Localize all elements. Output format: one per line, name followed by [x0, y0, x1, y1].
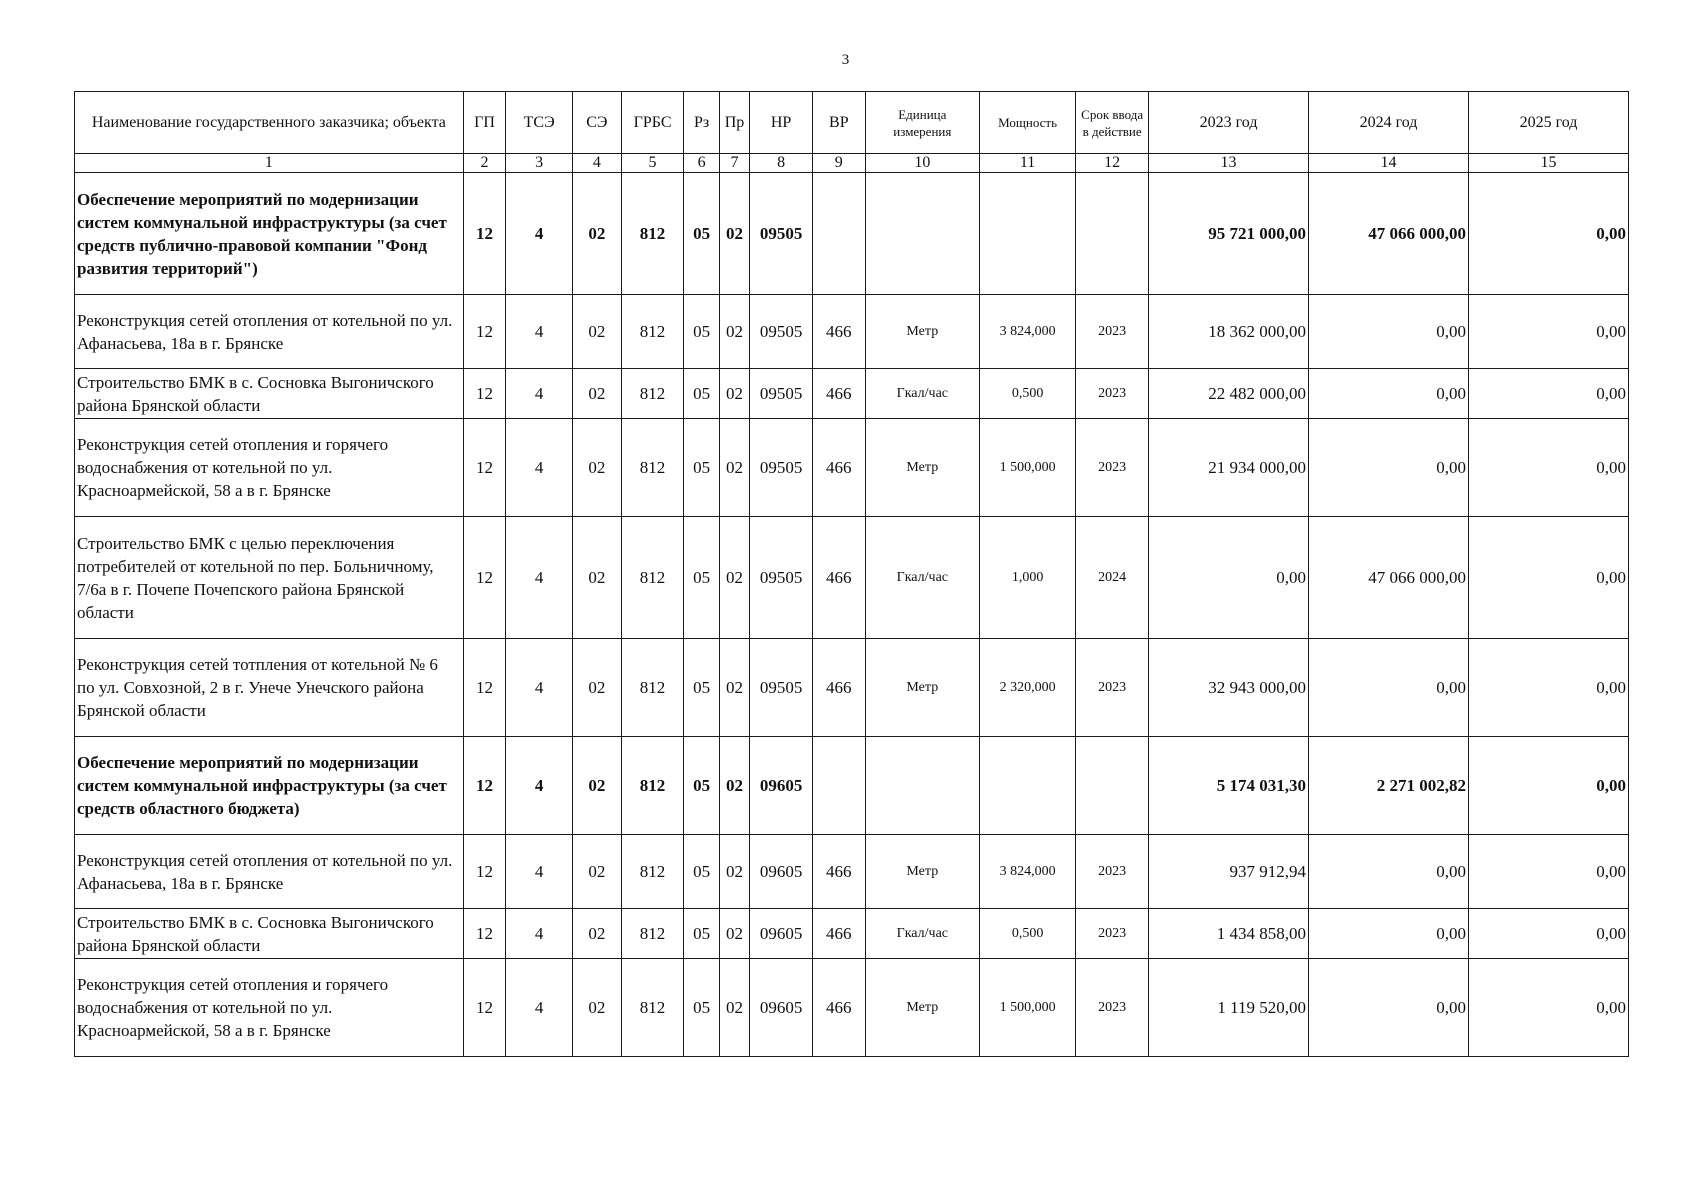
unit-cell: Гкал/час	[865, 909, 979, 959]
vr-cell: 466	[812, 835, 865, 909]
column-number: 3	[506, 154, 573, 173]
nr-cell: 09605	[750, 737, 813, 835]
gp-cell: 12	[463, 909, 506, 959]
column-number: 13	[1149, 154, 1309, 173]
amount-2025: 0,00	[1468, 959, 1628, 1057]
capacity-cell: 1 500,000	[980, 419, 1076, 517]
nr-cell: 09605	[750, 909, 813, 959]
rz-cell: 05	[684, 959, 719, 1057]
table-row	[75, 517, 1629, 639]
nr-cell: 09505	[750, 419, 813, 517]
grbs-cell: 812	[621, 419, 684, 517]
amount-2024: 2 271 002,82	[1309, 737, 1469, 835]
tse-cell: 4	[506, 517, 573, 639]
object-name: Строительство БМК в с. Сосновка Выгоничского района Брянской области	[75, 909, 464, 959]
se-cell: 02	[573, 737, 622, 835]
amount-2023: 0,00	[1149, 517, 1309, 639]
header-cell: 2023 год	[1149, 92, 1309, 154]
unit-cell: Метр	[865, 639, 979, 737]
column-number: 2	[463, 154, 506, 173]
header-cell: 2025 год	[1468, 92, 1628, 154]
amount-2025: 0,00	[1468, 639, 1628, 737]
se-cell: 02	[573, 639, 622, 737]
amount-2023: 95 721 000,00	[1149, 173, 1309, 295]
vr-cell	[812, 173, 865, 295]
table-row	[75, 909, 1629, 959]
capacity-cell: 0,500	[980, 369, 1076, 419]
se-cell: 02	[573, 835, 622, 909]
unit-cell: Метр	[865, 959, 979, 1057]
object-name: Строительство БМК с целью переключения потребителей от котельной по пер. Больничному, 7/6а в г. Почепе Почепского района Брянской области	[75, 517, 464, 639]
vr-cell	[812, 737, 865, 835]
vr-cell: 466	[812, 959, 865, 1057]
table-row	[75, 639, 1629, 737]
vr-cell: 466	[812, 639, 865, 737]
pr-cell: 02	[719, 369, 749, 419]
vr-cell: 466	[812, 369, 865, 419]
object-name: Реконструкция сетей тотпления от котельной № 6 по ул. Совхозной, 2 в г. Унече Унечского района Брянской области	[75, 639, 464, 737]
amount-2024: 0,00	[1309, 639, 1469, 737]
gp-cell: 12	[463, 959, 506, 1057]
header-cell: СЭ	[573, 92, 622, 154]
column-number: 10	[865, 154, 979, 173]
page-number: 3	[841, 52, 850, 68]
term-cell: 2023	[1076, 639, 1149, 737]
unit-cell: Метр	[865, 419, 979, 517]
column-number: 6	[684, 154, 719, 173]
amount-2024: 0,00	[1309, 369, 1469, 419]
grbs-cell: 812	[621, 173, 684, 295]
header-cell: Мощность	[980, 92, 1076, 154]
header-cell: Срок ввода в действие	[1076, 92, 1149, 154]
capacity-cell: 3 824,000	[980, 295, 1076, 369]
header-cell: Пр	[719, 92, 749, 154]
table-row	[75, 295, 1629, 369]
tse-cell: 4	[506, 909, 573, 959]
grbs-cell: 812	[621, 639, 684, 737]
amount-2023: 21 934 000,00	[1149, 419, 1309, 517]
header-cell: ГРБС	[621, 92, 684, 154]
rz-cell: 05	[684, 419, 719, 517]
amount-2023: 1 434 858,00	[1149, 909, 1309, 959]
term-cell	[1076, 173, 1149, 295]
column-number: 4	[573, 154, 622, 173]
grbs-cell: 812	[621, 295, 684, 369]
pr-cell: 02	[719, 419, 749, 517]
nr-cell: 09505	[750, 369, 813, 419]
rz-cell: 05	[684, 295, 719, 369]
gp-cell: 12	[463, 369, 506, 419]
amount-2025: 0,00	[1468, 419, 1628, 517]
table-row-group-total	[75, 737, 1629, 835]
grbs-cell: 812	[621, 835, 684, 909]
gp-cell: 12	[463, 173, 506, 295]
unit-cell: Гкал/час	[865, 369, 979, 419]
tse-cell: 4	[506, 639, 573, 737]
rz-cell: 05	[684, 737, 719, 835]
se-cell: 02	[573, 909, 622, 959]
amount-2023: 18 362 000,00	[1149, 295, 1309, 369]
pr-cell: 02	[719, 295, 749, 369]
amount-2025: 0,00	[1468, 517, 1628, 639]
column-number: 11	[980, 154, 1076, 173]
rz-cell: 05	[684, 639, 719, 737]
pr-cell: 02	[719, 517, 749, 639]
tse-cell: 4	[506, 295, 573, 369]
rz-cell: 05	[684, 517, 719, 639]
tse-cell: 4	[506, 419, 573, 517]
amount-2023: 1 119 520,00	[1149, 959, 1309, 1057]
se-cell: 02	[573, 173, 622, 295]
term-cell: 2023	[1076, 835, 1149, 909]
column-number: 5	[621, 154, 684, 173]
amount-2024: 0,00	[1309, 835, 1469, 909]
unit-cell: Метр	[865, 835, 979, 909]
header-cell: 2024 год	[1309, 92, 1469, 154]
gp-cell: 12	[463, 737, 506, 835]
header-row	[75, 92, 1629, 154]
tse-cell: 4	[506, 959, 573, 1057]
rz-cell: 05	[684, 369, 719, 419]
amount-2023: 937 912,94	[1149, 835, 1309, 909]
amount-2024: 0,00	[1309, 295, 1469, 369]
term-cell	[1076, 737, 1149, 835]
grbs-cell: 812	[621, 737, 684, 835]
table-row	[75, 835, 1629, 909]
capacity-cell	[980, 737, 1076, 835]
column-number-row	[75, 154, 1629, 173]
header-cell: Наименование государственного заказчика; объекта	[75, 92, 464, 154]
capacity-cell: 0,500	[980, 909, 1076, 959]
amount-2025: 0,00	[1468, 835, 1628, 909]
amount-2023: 22 482 000,00	[1149, 369, 1309, 419]
amount-2024: 47 066 000,00	[1309, 517, 1469, 639]
term-cell: 2024	[1076, 517, 1149, 639]
nr-cell: 09505	[750, 639, 813, 737]
unit-cell	[865, 737, 979, 835]
se-cell: 02	[573, 959, 622, 1057]
object-name: Реконструкция сетей отопления и горячего водоснабжения от котельной по ул. Красноармейской, 58 а в г. Брянске	[75, 959, 464, 1057]
pr-cell: 02	[719, 173, 749, 295]
header-cell: Рз	[684, 92, 719, 154]
amount-2025: 0,00	[1468, 909, 1628, 959]
table-row	[75, 959, 1629, 1057]
se-cell: 02	[573, 295, 622, 369]
header-cell: ГП	[463, 92, 506, 154]
pr-cell: 02	[719, 639, 749, 737]
nr-cell: 09605	[750, 835, 813, 909]
tse-cell: 4	[506, 737, 573, 835]
amount-2024: 0,00	[1309, 959, 1469, 1057]
term-cell: 2023	[1076, 959, 1149, 1057]
amount-2024: 47 066 000,00	[1309, 173, 1469, 295]
unit-cell: Гкал/час	[865, 517, 979, 639]
object-name: Реконструкция сетей отопления от котельной по ул. Афанасьева, 18а в г. Брянске	[75, 835, 464, 909]
nr-cell: 09505	[750, 295, 813, 369]
grbs-cell: 812	[621, 909, 684, 959]
column-number: 14	[1309, 154, 1469, 173]
column-number: 8	[750, 154, 813, 173]
vr-cell: 466	[812, 295, 865, 369]
grbs-cell: 812	[621, 369, 684, 419]
rz-cell: 05	[684, 909, 719, 959]
rz-cell: 05	[684, 835, 719, 909]
grbs-cell: 812	[621, 959, 684, 1057]
header-cell: Единица измерения	[865, 92, 979, 154]
rz-cell: 05	[684, 173, 719, 295]
amount-2025: 0,00	[1468, 173, 1628, 295]
term-cell: 2023	[1076, 909, 1149, 959]
vr-cell: 466	[812, 517, 865, 639]
se-cell: 02	[573, 419, 622, 517]
pr-cell: 02	[719, 959, 749, 1057]
header-cell: ТСЭ	[506, 92, 573, 154]
unit-cell: Метр	[865, 295, 979, 369]
gp-cell: 12	[463, 419, 506, 517]
table-row	[75, 419, 1629, 517]
term-cell: 2023	[1076, 369, 1149, 419]
object-name: Обеспечение мероприятий по модернизации систем коммунальной инфраструктуры (за счет средств областного бюджета)	[75, 737, 464, 835]
amount-2024: 0,00	[1309, 419, 1469, 517]
capacity-cell	[980, 173, 1076, 295]
pr-cell: 02	[719, 835, 749, 909]
se-cell: 02	[573, 369, 622, 419]
capacity-cell: 2 320,000	[980, 639, 1076, 737]
amount-2025: 0,00	[1468, 295, 1628, 369]
vr-cell: 466	[812, 909, 865, 959]
amount-2025: 0,00	[1468, 369, 1628, 419]
object-name: Обеспечение мероприятий по модернизации систем коммунальной инфраструктуры (за счет средств публично-правовой компании "Фонд развития территорий")	[75, 173, 464, 295]
amount-2024: 0,00	[1309, 909, 1469, 959]
column-number: 15	[1468, 154, 1628, 173]
nr-cell: 09605	[750, 959, 813, 1057]
nr-cell: 09505	[750, 517, 813, 639]
header-cell: НР	[750, 92, 813, 154]
column-number: 12	[1076, 154, 1149, 173]
object-name: Строительство БМК в с. Сосновка Выгоничского района Брянской области	[75, 369, 464, 419]
capacity-cell: 1 500,000	[980, 959, 1076, 1057]
gp-cell: 12	[463, 639, 506, 737]
gp-cell: 12	[463, 295, 506, 369]
table-row	[75, 369, 1629, 419]
amount-2023: 32 943 000,00	[1149, 639, 1309, 737]
amount-2023: 5 174 031,30	[1149, 737, 1309, 835]
pr-cell: 02	[719, 909, 749, 959]
investment-table	[74, 91, 1629, 1057]
header-cell: ВР	[812, 92, 865, 154]
column-number: 1	[75, 154, 464, 173]
capacity-cell: 3 824,000	[980, 835, 1076, 909]
amount-2025: 0,00	[1468, 737, 1628, 835]
vr-cell: 466	[812, 419, 865, 517]
se-cell: 02	[573, 517, 622, 639]
term-cell: 2023	[1076, 419, 1149, 517]
tse-cell: 4	[506, 173, 573, 295]
object-name: Реконструкция сетей отопления от котельной по ул. Афанасьева, 18а в г. Брянске	[75, 295, 464, 369]
table-row-group-total	[75, 173, 1629, 295]
pr-cell: 02	[719, 737, 749, 835]
tse-cell: 4	[506, 835, 573, 909]
gp-cell: 12	[463, 835, 506, 909]
unit-cell	[865, 173, 979, 295]
capacity-cell: 1,000	[980, 517, 1076, 639]
grbs-cell: 812	[621, 517, 684, 639]
tse-cell: 4	[506, 369, 573, 419]
nr-cell: 09505	[750, 173, 813, 295]
gp-cell: 12	[463, 517, 506, 639]
object-name: Реконструкция сетей отопления и горячего водоснабжения от котельной по ул. Красноармейской, 58 а в г. Брянске	[75, 419, 464, 517]
column-number: 7	[719, 154, 749, 173]
term-cell: 2023	[1076, 295, 1149, 369]
column-number: 9	[812, 154, 865, 173]
